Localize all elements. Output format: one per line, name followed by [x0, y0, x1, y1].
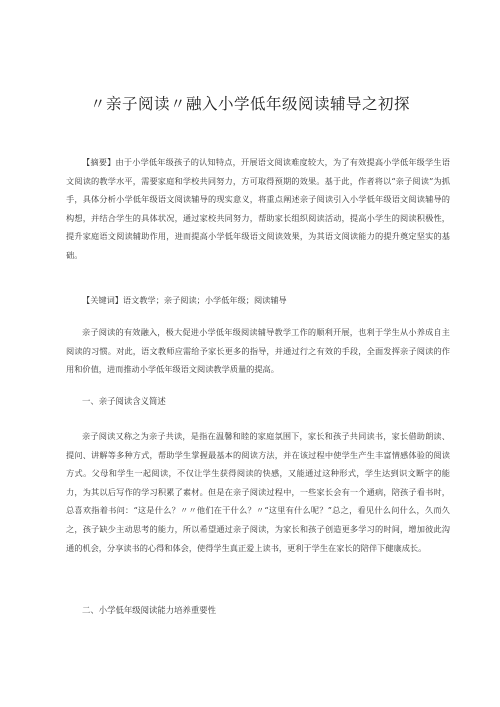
intro-paragraph: 亲子阅读的有效融入，极大促进小学低年级阅读辅导教学工作的顺利开展，也利于学生从小养成自主阅读的习惯。对此，语文教师应需给予家长更多的指导，并通过行之有效的手段，全面发挥亲子阅读的作用和价值，进而推动小学低年级语文阅读教学质量的提高。	[66, 327, 450, 375]
document-title: 〃亲子阅读〃融入小学低年级阅读辅导之初探	[89, 95, 410, 113]
keywords-text: 语文教学；亲子阅读；小学低年级；阅读辅导	[122, 295, 287, 305]
abstract-text: 由于小学低年级孩子的认知特点，开展语文阅读难度较大，为了有效提高小学低年级学生语文阅读的教学水平，需要家庭和学校共同努力，方可取得预期的效果。基于此，作者将以“亲子阅读”为抓手，具体分析小学低年级语文阅读辅导的现实意义，将重点阐述亲子阅读引入小学低年级语文阅读辅导的构想，并结合学生的具体状况，通过家校共同努力，帮助家长组织阅读活动，提高小学生的阅读积极性，提升家庭语文阅读辅助作用，进而提高小学低年级语文阅读效果，为其语文阅读能力的提升奠定坚实的基础。	[66, 157, 450, 260]
section-1-heading: 一、亲子阅读含义简述	[82, 396, 166, 406]
abstract-label: 【摘要】	[82, 157, 116, 167]
section-2-heading: 二、小学低年级阅读能力培养重要性	[82, 605, 216, 615]
keywords-paragraph	[66, 291, 450, 310]
abstract-paragraph	[66, 153, 450, 265]
keywords-label: 【关键词】	[82, 295, 123, 305]
section-1-body: 亲子阅读又称之为亲子共读，是指在温馨和睦的家庭氛围下，家长和孩子共同读书，家长借助朗读、提问、讲解等多种方式，帮助学生掌握最基本的阅读方法，并在该过程中使学生产生丰富情感体验的阅读方式。父母和学生一起阅读，不仅让学生获得阅读的快感，又能通过这种形式，学生达到识文断字的能力，为其以后写作的学习积累了素材。但是在亲子阅读过程中，一些家长会有一个通病，陪孩子看书时，总喜欢指着书问：“这是什么？〃〃他们在干什么？〃“这里有什么呢？”总之，看见什么问什么，久而久之，孩子缺少主动思考的能力，所以希望通过亲子阅读，为家长和孩子创造更多学习的时间，增加彼此沟通的机会，分享读书的心得和体会，使得学生真正爱上读书，更利于学生在家长的陪伴下健康成长。	[66, 431, 450, 553]
